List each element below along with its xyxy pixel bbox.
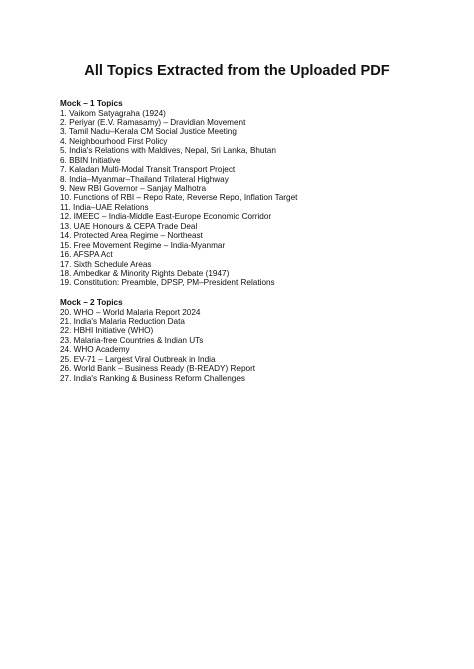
document-title: All Topics Extracted from the Uploaded PDF [84,63,390,79]
topic-item: 17. Sixth Schedule Areas [60,259,152,269]
topic-item: 13. UAE Honours & CEPA Trade Deal [60,221,198,231]
topic-item: 12. IMEEC – India-Middle East-Europe Economic Corridor [60,212,272,222]
topic-item: 7. Kaladan Multi-Modal Transit Transport Project [60,165,236,175]
mock-2-heading: Mock – 2 Topics [60,298,123,307]
topic-item: 6. BBIN Initiative [60,155,121,165]
topic-item: 21. India's Malaria Reduction Data [60,316,185,326]
topic-item: 5. India's Relations with Maldives, Nepal, Sri Lanka, Bhutan [60,146,276,156]
topic-item: 20. WHO – World Malaria Report 2024 [60,307,201,317]
mock-2-section [60,298,460,383]
topic-item: 26. World Bank – Business Ready (B-READY) Report [60,364,256,374]
topic-item: 10. Functions of RBI – Repo Rate, Reverse Repo, Inflation Target [60,193,298,203]
topic-item: 27. India's Ranking & Business Reform Challenges [60,373,245,383]
topic-item: 2. Periyar (E.V. Ramasamy) – Dravidian Movement [60,117,246,127]
topic-item: 22. HBHI Initiative (WHO) [60,326,154,336]
topic-item: 1. Vaikom Satyagraha (1924) [60,108,166,118]
mock-1-topic-list [60,109,460,288]
topic-item: 3. Tamil Nadu–Kerala CM Social Justice Meeting [60,127,237,137]
topic-item: 8. India–Myanmar–Thailand Trilateral Highway [60,174,229,184]
topic-item: 24. WHO Academy [60,345,130,355]
mock-2-topic-list [60,308,460,384]
topic-item: 25. EV-71 – Largest Viral Outbreak in India [60,354,216,364]
topic-item: 15. Free Movement Regime – India-Myanmar [60,240,226,250]
mock-1-section [60,99,460,288]
topic-item: 19. Constitution: Preamble, DPSP, PM–President Relations [60,278,275,288]
mock-1-heading: Mock – 1 Topics [60,99,123,108]
topic-item: 11. India–UAE Relations [60,202,149,212]
topic-item: 18. Ambedkar & Minority Rights Debate (1947) [60,268,230,278]
topic-item: 23. Malaria-free Countries & Indian UTs [60,335,204,345]
topic-item: 4. Neighbourhood First Policy [60,136,168,146]
topic-item: 14. Protected Area Regime – Northeast [60,231,203,241]
topic-item: 16. AFSPA Act [60,250,113,260]
topic-item: 9. New RBI Governor – Sanjay Malhotra [60,184,207,193]
